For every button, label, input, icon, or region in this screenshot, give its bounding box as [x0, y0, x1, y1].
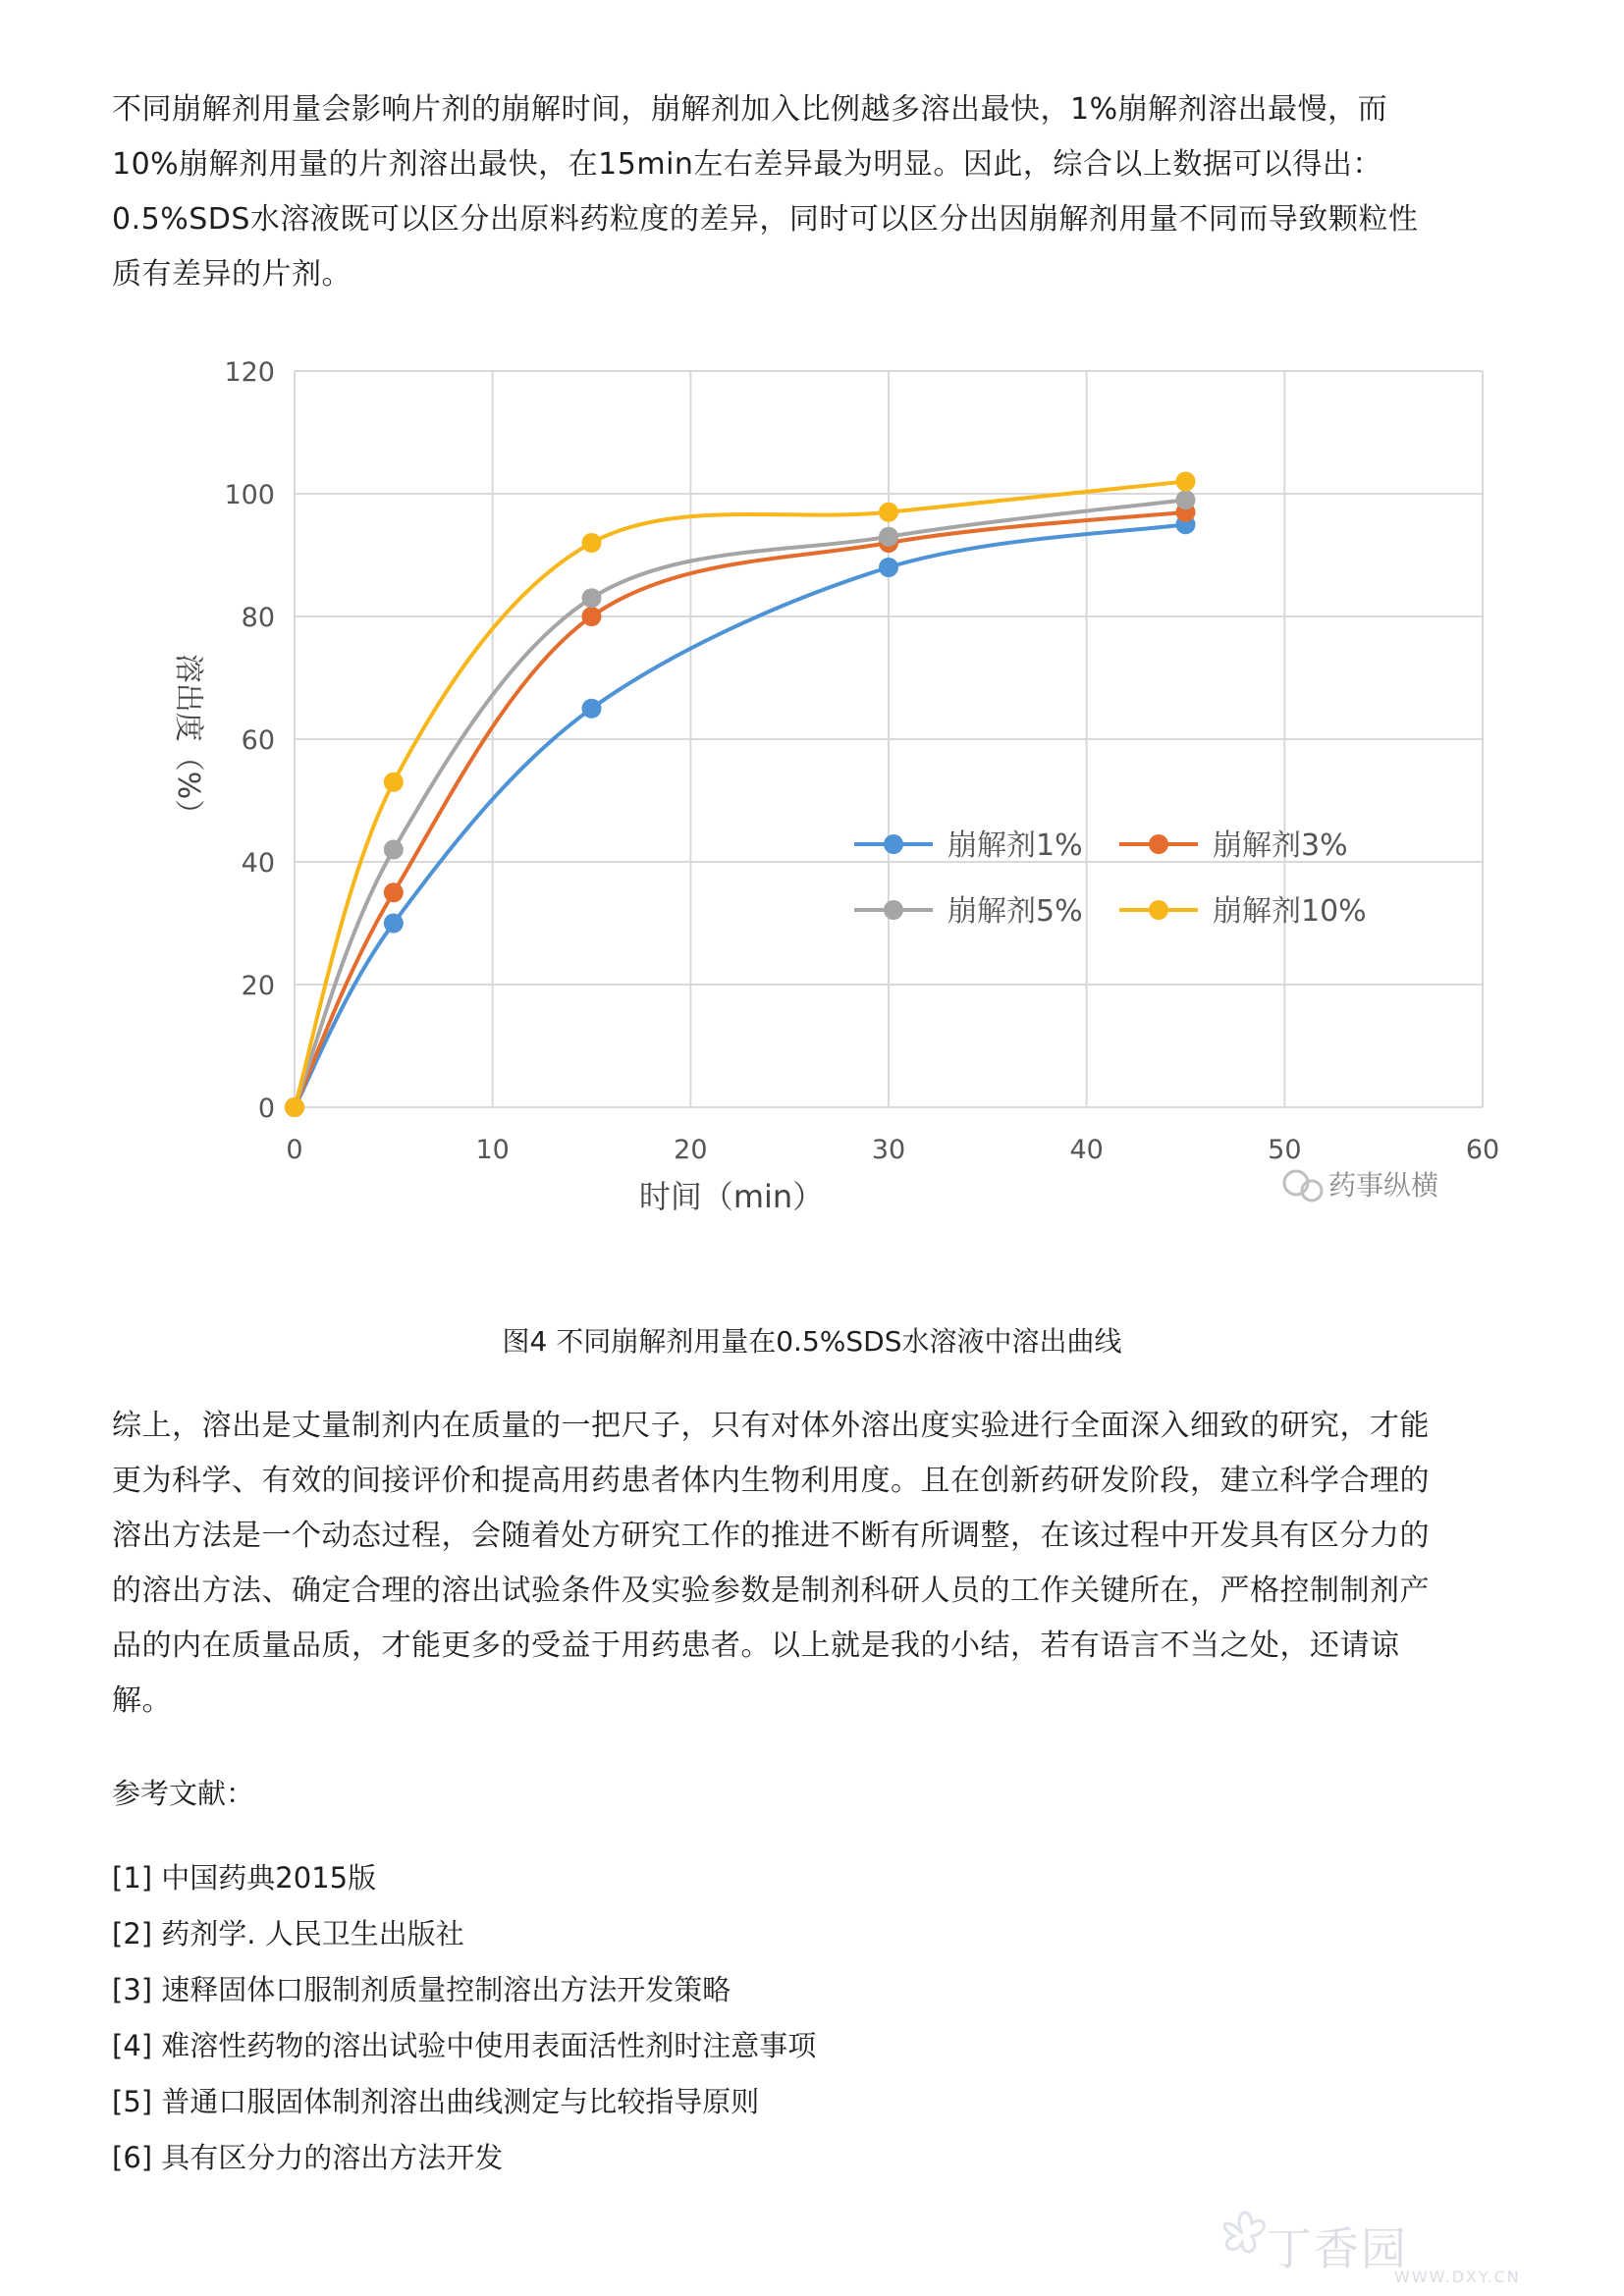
legend-label: 崩解剂5%	[947, 894, 1083, 929]
dissolution-chart	[137, 339, 1512, 1242]
data-point	[384, 773, 404, 792]
paragraph-line: 溶出方法是一个动态过程，会随着处方研究工作的推进不断有所调整，在该过程中开发具有区分力的	[112, 1519, 1430, 1553]
reference-item: [6] 具有区分力的溶出方法开发	[112, 2141, 504, 2174]
y-tick-label: 80	[241, 603, 275, 633]
chart-series	[295, 482, 1186, 1108]
series-line	[295, 500, 1186, 1107]
chart-markers	[285, 472, 1196, 1118]
y-tick-label: 20	[241, 971, 275, 1001]
x-tick-label: 40	[1069, 1135, 1104, 1165]
x-tick-label: 50	[1268, 1135, 1302, 1165]
data-point	[879, 503, 898, 522]
chart-watermark	[1284, 1169, 1438, 1201]
y-tick-label: 60	[241, 725, 275, 756]
paragraph-intro	[112, 82, 1526, 302]
x-tick-label: 20	[674, 1135, 708, 1165]
data-point	[1176, 490, 1196, 509]
reference-item: [5] 普通口服固体制剂溶出曲线测定与比较指导原则	[112, 2085, 760, 2118]
data-point	[879, 558, 898, 577]
legend-marker	[1149, 834, 1168, 854]
paragraph-line: 10%崩解剂用量的片剂溶出最快，在15min左右差异最为明显。因此，综合以上数据可以得出：	[112, 147, 1382, 182]
x-tick-label: 30	[871, 1135, 906, 1165]
legend-label: 崩解剂3%	[1213, 828, 1348, 863]
chart-ticks	[224, 357, 1499, 1165]
paragraph-line: 解。	[112, 1683, 172, 1718]
reference-item: [4] 难溶性药物的溶出试验中使用表面活性剂时注意事项	[112, 2029, 817, 2062]
data-point	[384, 882, 404, 902]
y-tick-label: 40	[241, 848, 275, 879]
legend-marker	[1149, 900, 1168, 920]
legend-marker	[884, 900, 903, 920]
y-tick-label: 100	[224, 480, 275, 510]
reference-item: [2] 药剂学. 人民卫生出版社	[112, 1917, 464, 1950]
data-point	[582, 699, 602, 719]
x-tick-label: 10	[475, 1135, 510, 1165]
y-tick-label: 0	[257, 1094, 275, 1124]
x-tick-label: 0	[286, 1135, 303, 1165]
data-point	[384, 840, 404, 860]
references-list	[112, 1850, 816, 2186]
footer-url: WWW.DXY.CN	[1394, 2268, 1521, 2286]
x-tick-label: 60	[1465, 1135, 1500, 1165]
data-point	[582, 607, 602, 626]
y-tick-label: 120	[224, 357, 275, 388]
paragraph-line: 0.5%SDS水溶液既可以区分出原料药粒度的差异，同时可以区分出因崩解剂用量不同而导致颗粒性	[112, 202, 1419, 237]
paragraph-line: 的溶出方法、确定合理的溶出试验条件及实验参数是制剂科研人员的工作关键所在，严格控制制剂产	[112, 1574, 1430, 1608]
x-axis-label: 时间（min）	[638, 1178, 825, 1215]
legend-marker	[884, 834, 903, 854]
dxy-flower-logo-icon	[1213, 2199, 1272, 2268]
legend-label: 崩解剂1%	[947, 828, 1083, 863]
data-point	[384, 914, 404, 934]
figure-caption: 图4 不同崩解剂用量在0.5%SDS水溶液中溶出曲线	[502, 1325, 1122, 1358]
y-axis-label: 溶出度（%）	[171, 653, 205, 829]
data-point	[582, 533, 602, 553]
series-line	[295, 512, 1186, 1107]
paragraph-line: 综上，溶出是丈量制剂内在质量的一把尺子，只有对体外溶出度实验进行全面深入细致的研究，才能	[112, 1409, 1430, 1443]
reference-item: [3] 速释固体口服制剂质量控制溶出方法开发策略	[112, 1973, 731, 2006]
chart-watermark-text: 药事纵横	[1328, 1169, 1439, 1201]
footer-watermark: 丁香园	[1267, 2222, 1408, 2275]
paragraph-line: 更为科学、有效的间接评价和提高用药患者体内生物利用度。且在创新药研发阶段，建立科学合理的	[112, 1464, 1430, 1498]
data-point	[879, 527, 898, 547]
legend-label: 崩解剂10%	[1213, 894, 1367, 929]
chart-grid	[295, 371, 1483, 1107]
paragraph-line: 品的内在质量品质，才能更多的受益于用药患者。以上就是我的小结，若有语言不当之处，还请谅	[112, 1629, 1400, 1663]
series-line	[295, 524, 1186, 1107]
paragraph-line: 不同崩解剂用量会影响片剂的崩解时间，崩解剂加入比例越多溶出最快，1%崩解剂溶出最慢，而	[112, 92, 1388, 127]
paragraph-summary	[112, 1399, 1526, 1729]
paragraph-line: 质有差异的片剂。	[112, 257, 352, 292]
references-title: 参考文献：	[112, 1777, 255, 1810]
data-point	[1176, 472, 1196, 492]
data-point	[582, 588, 602, 608]
data-point	[285, 1097, 304, 1117]
chart-legend	[854, 828, 1367, 929]
reference-item: [1] 中国药典2015版	[112, 1861, 377, 1895]
